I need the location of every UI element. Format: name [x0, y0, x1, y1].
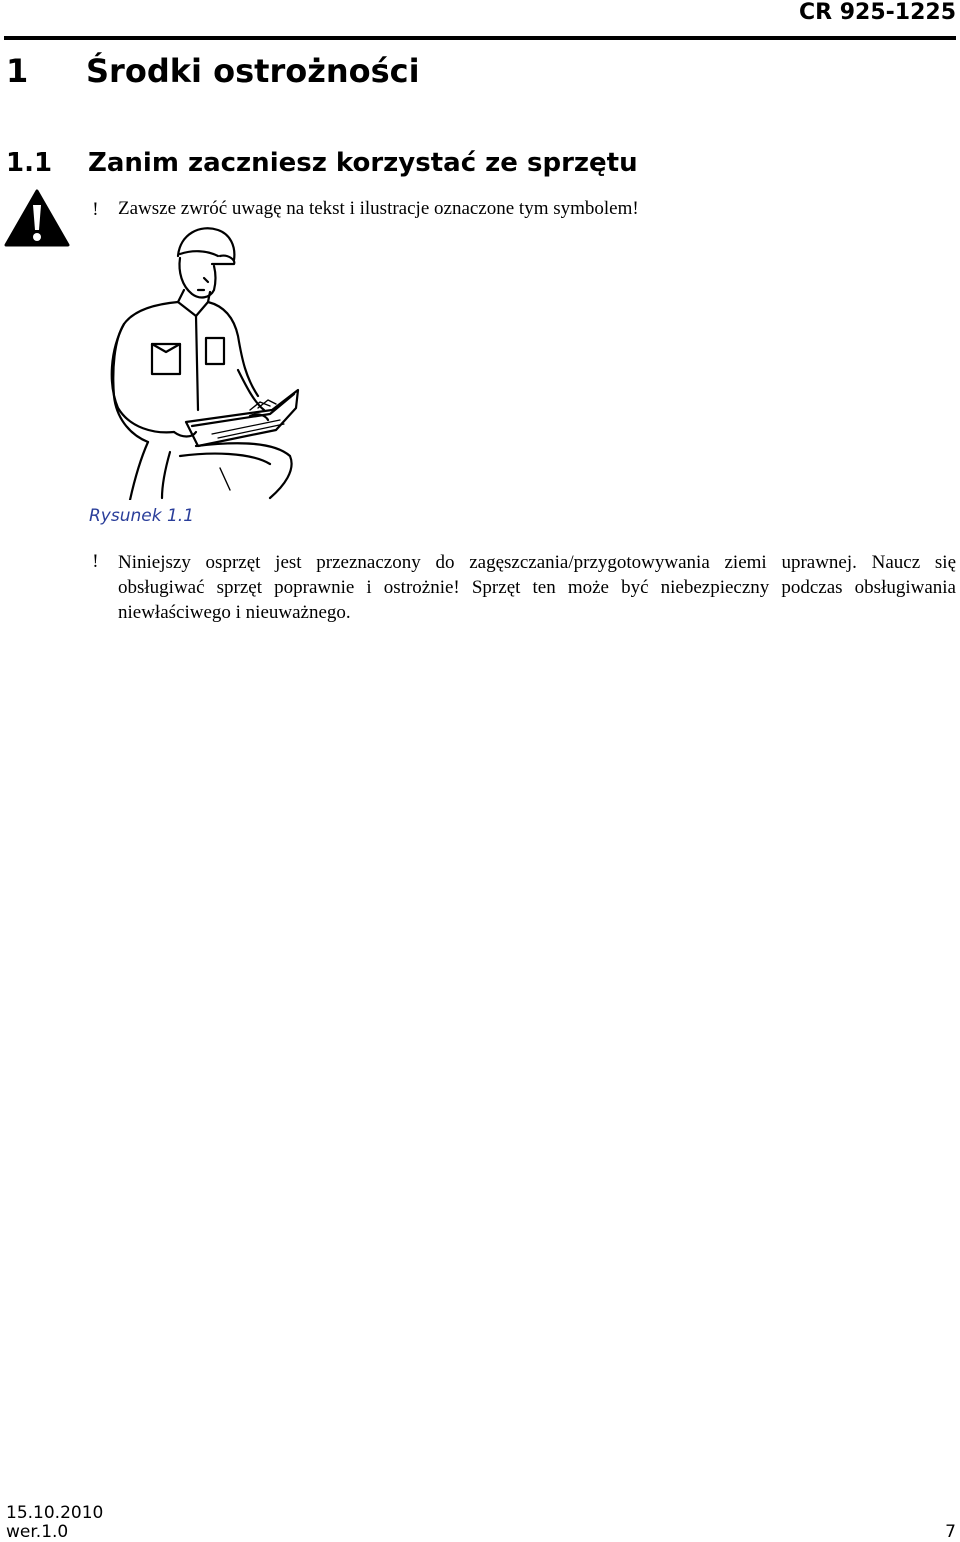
- safety-paragraph: Niniejszy osprzęt jest przeznaczony do zagęszczania/przygotowywania ziemi uprawnej. Naucz się obsługiwać sprzęt poprawnie i ostrożnie! Sprzęt ten może być niebezpieczny podczas obsługiwania niewłaściwego i nieuważnego.: [118, 552, 956, 623]
- subsection-heading: [6, 148, 638, 178]
- subsection-number: 1.1: [6, 148, 53, 178]
- symbol-note: Zawsze zwróć uwagę na tekst i ilustracje oznaczone tym symbolem!: [118, 198, 639, 219]
- section-heading: [6, 52, 420, 90]
- warning-triangle-icon: [4, 188, 70, 248]
- document-code: CR 925-1225: [798, 0, 956, 25]
- note-marker: !: [92, 200, 99, 220]
- subsection-title: Zanim zaczniesz korzystać ze sprzętu: [88, 148, 638, 178]
- note-marker: !: [92, 552, 99, 572]
- section-title: Środki ostrożności: [86, 52, 420, 90]
- section-number: 1: [6, 52, 29, 90]
- man-reading-manual-illustration: [100, 220, 310, 500]
- page-number: 7: [945, 1522, 956, 1542]
- footer-date: 15.10.2010: [6, 1503, 104, 1523]
- figure-caption: Rysunek 1.1: [89, 506, 195, 526]
- header-rule: [4, 36, 956, 40]
- footer-version: wer.1.0: [6, 1522, 69, 1542]
